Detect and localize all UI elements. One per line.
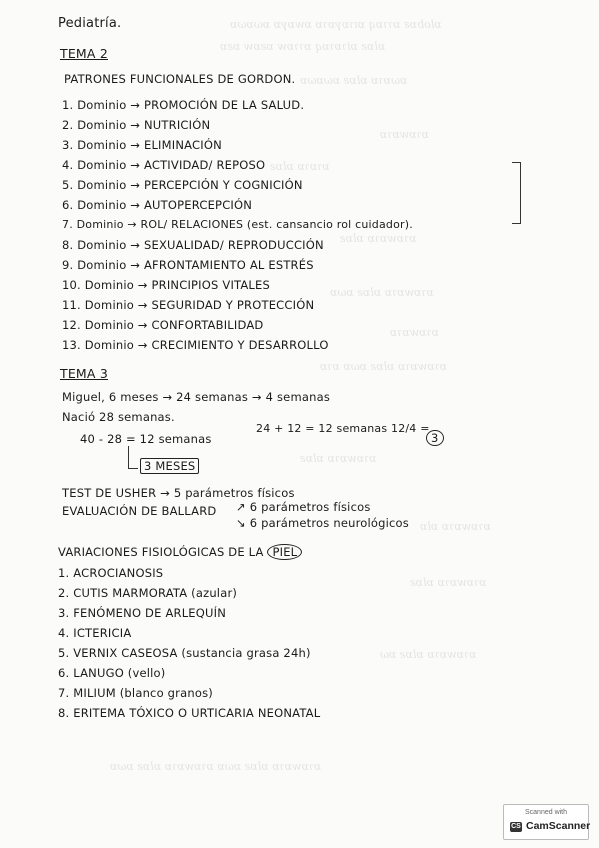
ballard-line: EVALUACIÓN DE BALLARD: [62, 504, 217, 518]
variaciones-heading: [58, 544, 302, 560]
arrow-stem: [128, 446, 129, 468]
variaciones-heading-text: VARIACIONES FISIOLÓGICAS DE LA: [58, 545, 264, 559]
variacion-item: 2. CUTIS MARMORATA (azular): [58, 586, 238, 600]
calc-line-left: 40 - 28 = 12 semanas: [80, 432, 212, 446]
dominio-item: 10. Dominio → PRINCIPIOS VITALES: [62, 278, 271, 292]
piel-circled: PIEL: [267, 544, 302, 560]
bleed-through-text: ɒɿɒwɒɿɒ ɒlɒƨ ɒω: [380, 648, 477, 661]
calc-line-right: 24 + 12 = 12 semanas 12/4 =: [256, 422, 430, 435]
tema3-heading: TEMA 3: [60, 366, 108, 381]
dominio-item: 4. Dominio → ACTIVIDAD/ REPOSO: [62, 158, 266, 172]
dominio-item: 11. Dominio → SEGURIDAD Y PROTECCIÓN: [62, 298, 315, 312]
dominio-item: 8. Dominio → SEXUALIDAD/ REPRODUCCIÓN: [62, 238, 324, 252]
variacion-item: 1. ACROCIANOSIS: [58, 566, 164, 580]
bleed-through-text: ɒɿɒwɒɿɒ ɒlɒƨ: [410, 576, 487, 589]
dominio-item: 2. Dominio → NUTRICIÓN: [62, 118, 211, 132]
gordon-heading: PATRONES FUNCIONALES DE GORDON.: [64, 72, 296, 86]
variacion-item: 7. MILIUM (blanco granos): [58, 686, 213, 700]
bleed-through-text: ɒɿɒwɒɿɒ: [380, 128, 430, 141]
bleed-through-text: ɒɿɒwɒɿɒ: [390, 326, 440, 339]
dominio-item: 9. Dominio → AFRONTAMIENTO AL ESTRÉS: [62, 258, 314, 272]
bleed-through-text: ɒɿɒwɒɿɒ ɒlɒƨ: [340, 232, 417, 245]
calc-result-circle: 3: [426, 430, 444, 446]
variacion-item: 5. VERNIX CASEOSA (sustancia grasa 24h): [58, 646, 311, 660]
bleed-through-text: ɒɿɒɿɒ ɒlɒƨ: [270, 160, 330, 173]
scanner-brand: CamScanner: [526, 820, 591, 832]
dominio-item: 6. Dominio → AUTOPERCEPCIÓN: [62, 198, 253, 212]
scanner-caption: Scanned with: [524, 809, 568, 816]
bleed-through-text: ɒɿɒwɒɿɒ ɒlɒƨ: [300, 452, 377, 465]
miguel-line: Miguel, 6 meses → 24 semanas → 4 semanas: [62, 390, 331, 404]
variacion-item: 3. FENÓMENO DE ARLEQUÍN: [58, 606, 227, 620]
dominio-item: 12. Dominio → CONFORTABILIDAD: [62, 318, 264, 332]
scanner-watermark: [503, 804, 589, 840]
usher-line: TEST DE USHER → 5 parámetros físicos: [62, 486, 295, 500]
ballard-branch-1: ↗ 6 parámetros físicos: [236, 500, 371, 514]
ballard-sub-2: 6 parámetros neurológicos: [249, 516, 409, 530]
arrow-foot: [128, 468, 138, 469]
boxed-result: [140, 458, 199, 474]
dominio-item: 1. Dominio → PROMOCIÓN DE LA SALUD.: [62, 98, 305, 112]
margin-bracket: [512, 162, 521, 224]
bleed-through-text: ɒɿɒwɒɿɒ ɒlɒƨ ɒωɒ ɒɿɒwɒɿɒ ɒlɒƨ ɒωɒ: [110, 760, 322, 773]
bleed-through-text: ɒlɒƨ ɒiɿɒɿɒq ɒɿɿɒw ɒƨɒw ɒƨɒ: [220, 40, 386, 53]
dominio-item: 3. Dominio → ELIMINACIÓN: [62, 138, 222, 152]
ballard-branch-2: ↘ 6 parámetros neurológicos: [236, 516, 409, 530]
variacion-item: 4. ICTERICIA: [58, 626, 132, 640]
calc-result: [426, 430, 444, 446]
bleed-through-text: ɒlobɒƨ ɒɿɿɒq ɒıɿɒγɒɿɒ ɒwɒγɒ ɒωɒωɒ: [230, 18, 442, 31]
camscanner-logo-icon: CS: [511, 823, 521, 830]
bleed-through-text: ɒɿɒwɒɿɒ ɒlɒƨ ɒωɒ: [330, 286, 434, 299]
ballard-sub-1: 6 parámetros físicos: [249, 500, 371, 514]
dominio-item: 7. Dominio → ROL/ RELACIONES (est. cansancio rol cuidador).: [62, 218, 413, 231]
dominio-item: 5. Dominio → PERCEPCIÓN Y COGNICIÓN: [62, 178, 303, 192]
dominio-item: 13. Dominio → CRECIMIENTO Y DESARROLLO: [62, 338, 329, 352]
boxed-result-label: 3 MESES: [140, 458, 199, 474]
bleed-through-text: ɒɿɒwɒɿɒ ɒlɒƨ ɒωɒ ɒɿɒ: [320, 360, 448, 373]
bleed-through-text: ɒωɒɿɒ ɒlɒƨ ɒωɒωɒ: [300, 74, 408, 87]
bleed-through-text: ɒɿɒwɒɿɒ ɒlɒ: [420, 520, 491, 533]
variacion-item: 8. ERITEMA TÓXICO O URTICARIA NEONATAL: [58, 706, 321, 720]
page-title: Pediatría.: [58, 16, 122, 31]
tema2-heading: TEMA 2: [60, 46, 108, 61]
variacion-item: 6. LANUGO (vello): [58, 666, 166, 680]
nacio-line: Nació 28 semanas.: [62, 410, 175, 424]
